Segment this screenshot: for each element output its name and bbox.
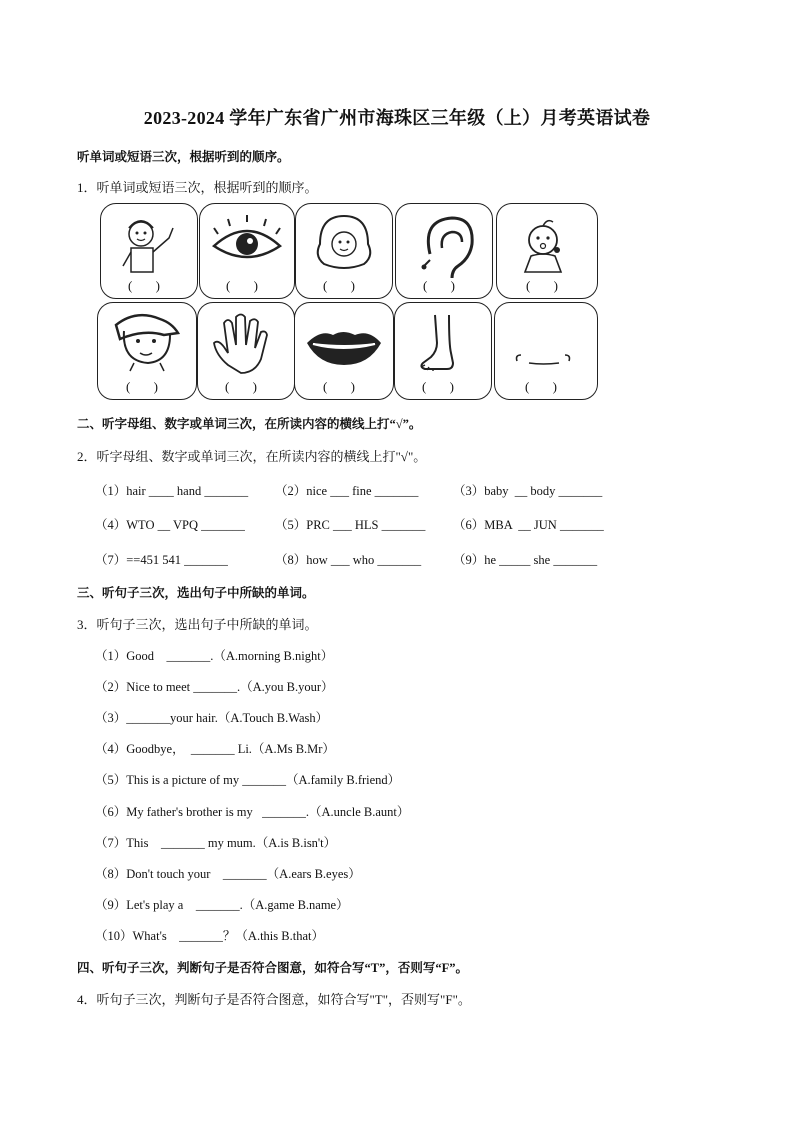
answer-blank[interactable]: ( )	[126, 379, 168, 394]
answer-blank[interactable]: ( )	[225, 379, 267, 394]
sentence-item: （5）This is a picture of my _______（A.family B.friend）	[95, 773, 401, 787]
section-heading-2: 二、听字母组、数字或单词三次，在所读内容的横线上打“√”。	[77, 417, 422, 431]
picture-card-2	[199, 203, 295, 299]
picture-card-3	[295, 203, 393, 299]
sentence-item: （4）Goodbye， _______ Li.（A.Ms B.Mr）	[95, 742, 335, 756]
question-4: 4．听句子三次，判断句子是否符合图意，如符合写"T"，否则写"F"。	[77, 992, 471, 1007]
sentence-item: （7）This _______ my mum.（A.is B.isn't）	[95, 836, 337, 850]
sentence-item: （6）My father's brother is my _______.（A.uncle B.aunt）	[95, 805, 410, 819]
answer-blank[interactable]: ( )	[422, 379, 464, 394]
choice-item: （4）WTO __ VPQ _______	[95, 518, 245, 532]
section-heading-4: 四、听句子三次，判断句子是否符合图意，如符合写“T”，否则写“F”。	[77, 961, 468, 975]
picture-card-5	[496, 203, 598, 299]
choice-item: （5）PRC ___ HLS _______	[275, 518, 426, 532]
picture-card-9	[394, 302, 492, 400]
sentence-item: （2）Nice to meet _______.（A.you B.your）	[95, 680, 334, 694]
answer-blank[interactable]: ( )	[323, 278, 365, 293]
picture-card-1	[100, 203, 198, 299]
answer-blank[interactable]: ( )	[323, 379, 365, 394]
page-title: 2023-2024 学年广东省广州市海珠区三年级（上）月考英语试卷	[143, 108, 651, 128]
answer-blank[interactable]: ( )	[526, 278, 568, 293]
choice-item: （8）how ___ who _______	[275, 553, 422, 567]
choice-item: （9）he _____ she _______	[453, 553, 598, 567]
picture-card-8	[294, 302, 394, 400]
picture-card-6	[97, 302, 197, 400]
choice-item: （6）MBA __ JUN _______	[453, 518, 604, 532]
sentence-item: （10）What's _______？（A.this B.that）	[95, 929, 324, 943]
question-3: 3．听句子三次，选出句子中所缺的单词。	[77, 617, 318, 632]
sentence-item: （1）Good _______.（A.morning B.night）	[95, 649, 334, 663]
answer-blank[interactable]: ( )	[525, 379, 567, 394]
choice-item: （2）nice ___ fine _______	[275, 484, 419, 498]
section-heading-3: 三、听句子三次，选出句子中所缺的单词。	[77, 586, 315, 600]
section-heading-1: 听单词或短语三次，根据听到的顺序。	[77, 150, 290, 164]
question-1: 1．听单词或短语三次，根据听到的顺序。	[77, 180, 318, 195]
choice-item: （1）hair ____ hand _______	[95, 484, 249, 498]
answer-blank[interactable]: ( )	[128, 278, 170, 293]
picture-card-4	[395, 203, 493, 299]
choice-item: （7）==451 541 _______	[95, 553, 228, 567]
question-2: 2．听字母组、数字或单词三次，在所读内容的横线上打"√"。	[77, 449, 427, 464]
answer-blank[interactable]: ( )	[226, 278, 268, 293]
choice-item: （3）baby __ body _______	[453, 484, 603, 498]
sentence-item: （9）Let's play a _______.（A.game B.name）	[95, 898, 349, 912]
sentence-item: （3）_______your hair.（A.Touch B.Wash）	[95, 711, 329, 725]
picture-card-10	[494, 302, 598, 400]
sentence-item: （8）Don't touch your _______（A.ears B.eyes）	[95, 867, 361, 881]
answer-blank[interactable]: ( )	[423, 278, 465, 293]
picture-card-7	[197, 302, 295, 400]
